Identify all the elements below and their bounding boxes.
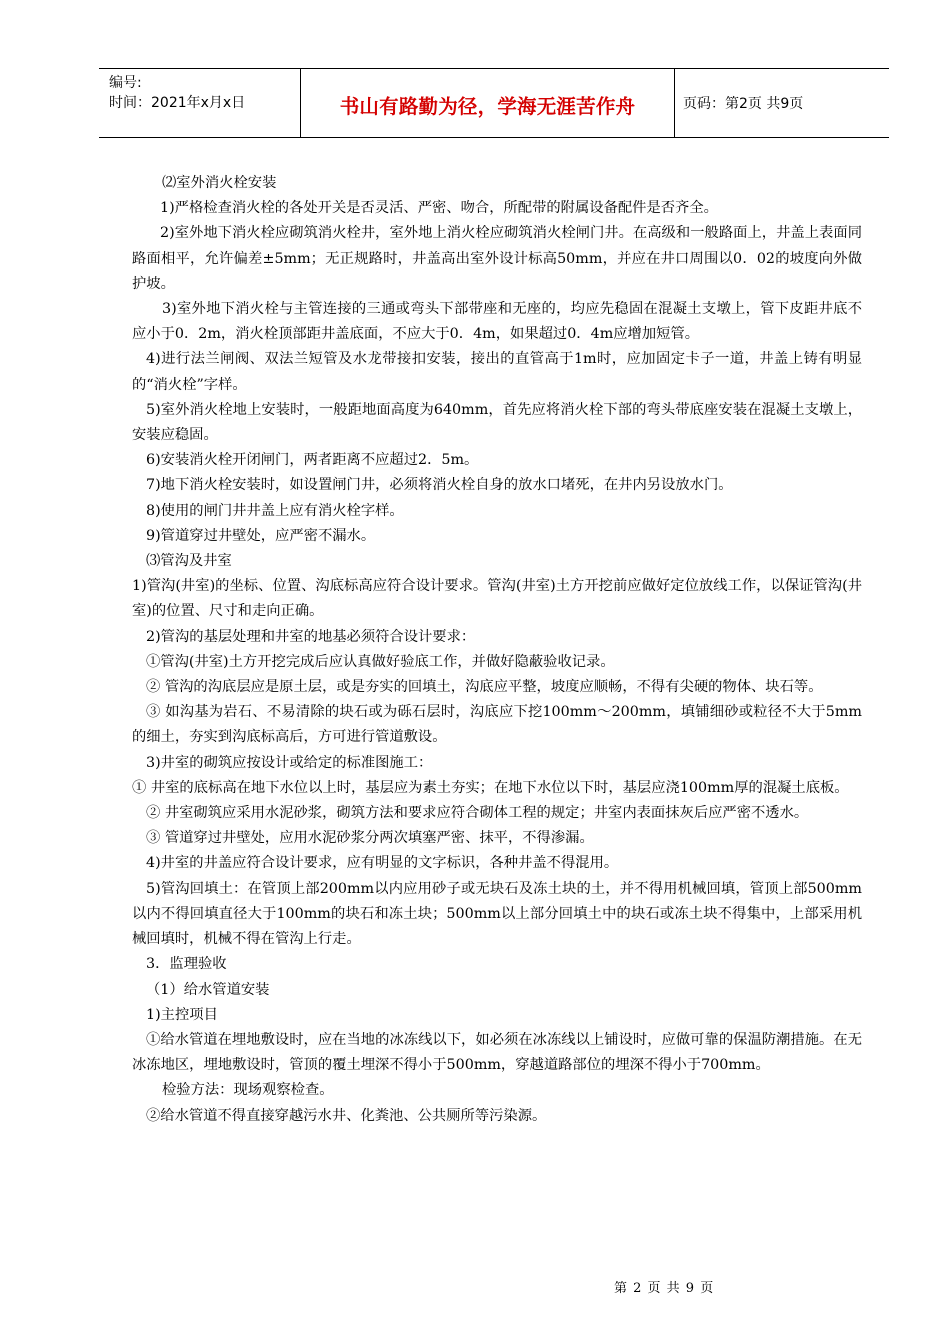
paragraph: ⑵室外消火栓安装: [162, 175, 277, 191]
header-meta: [109, 73, 299, 113]
paragraph: （1）给水管道安装: [146, 981, 270, 998]
paragraph: 4)进行法兰闸阀、双法兰短管及水龙带接扣安装，接出的直管高于1m时，应加固定卡子一道，井盖上铸有明显的“消火栓”字样。: [132, 351, 862, 393]
paragraph: 9)管道穿过井壁处，应严密不漏水。: [146, 527, 376, 544]
paragraph: ① 井室的底标高在地下水位以上时，基层应为素土夯实；在地下水位以下时，基层应浇100mm厚的混凝土底板。: [132, 779, 849, 796]
paragraph: 4)井室的井盖应符合设计要求，应有明显的文字标识，各种井盖不得混用。: [146, 855, 619, 872]
paragraph: 5)管沟回填土：在管顶上部200mm以内应用砂子或无块石及冻土块的土，并不得用机械回填，管顶上部500mm以内不得回填直径大于100mm的块石和冻土块；500mm以上部分回填土中的块石或冻土块不得集中，上部采用机械回填时，机械不得在管沟上行走。: [132, 880, 862, 948]
paragraph: ⑶管沟及井室: [146, 553, 232, 570]
paragraph: 检验方法：现场观察检查。: [162, 1082, 334, 1099]
paragraph: 1)严格检查消火栓的各处开关是否灵活、严密、吻合，所配带的附属设备配件是否齐全。: [160, 200, 718, 217]
paragraph: 1)管沟(井室)的坐标、位置、沟底标高应符合设计要求。管沟(井室)土方开挖前应做好定位放线工作，以保证管沟(井室)的位置、尺寸和走向正确。: [132, 578, 862, 620]
paragraph: ② 管沟的沟底层应是原土层，或是夯实的回填土，沟底应平整，坡度应顺畅，不得有尖硬的物体、块石等。: [146, 679, 823, 696]
paragraph: 7)地下消火栓安装时，如设置闸门井，必须将消火栓自身的放水口堵死，在井内另设放水门。: [146, 477, 733, 494]
paragraph: ①给水管道在埋地敷设时，应在当地的冰冻线以下，如必须在冰冻线以上铺设时，应做可靠的保温防潮措施。在无冰冻地区，埋地敷设时，管顶的覆土埋深不得小于500mm，穿越道路部位的埋深不得小于700mm。: [132, 1031, 862, 1074]
page-footer: 第 2 页 共 9 页: [614, 1281, 715, 1296]
paragraph: ② 井室砌筑应采用水泥砂浆，砌筑方法和要求应符合砌体工程的规定；井室内表面抹灰后应严密不透水。: [146, 805, 809, 822]
paragraph: ①管沟(井室)土方开挖完成后应认真做好验底工作，并做好隐蔽验收记录。: [146, 653, 615, 670]
paragraph: 1)主控项目: [146, 1006, 218, 1023]
paragraph: 2)管沟的基层处理和井室的地基必须符合设计要求：: [146, 628, 476, 645]
header-time-label: 时间：2021年x月x日: [109, 95, 246, 111]
paragraph: ③ 如沟基为岩石、不易清除的块石或为砾石层时，沟底应下挖100mm～200mm，填铺细砂或粒径不大于5mm的细土，夯实到沟底标高后，方可进行管道敷设。: [132, 704, 862, 746]
header-page-info: 页码：第2页 共9页: [683, 96, 804, 112]
header-code-label: 编号:: [109, 75, 142, 91]
header-motto: 书山有路勤为径，学海无涯苦作舟: [339, 95, 636, 118]
paragraph: 3)井室的砌筑应按设计或给定的标准图施工：: [146, 754, 433, 771]
document-body: [132, 171, 862, 1129]
paragraph: 2)室外地下消火栓应砌筑消火栓井，室外地上消火栓应砌筑消火栓闸门井。在高级和一般路面上，井盖上表面同路面相平，允许偏差±5mm；无正规路时，井盖高出室外设计标高50mm，并应在井口周围以0．02的坡度向外做护坡。: [132, 225, 862, 292]
paragraph: ③ 管道穿过井壁处，应用水泥砂浆分两次填塞严密、抹平，不得渗漏。: [146, 830, 594, 847]
paragraph: 5)室外消火栓地上安装时，一般距地面高度为640mm，首先应将消火栓下部的弯头带底座安装在混凝土支墩上，安装应稳固。: [132, 401, 862, 444]
paragraph: 8)使用的闸门井井盖上应有消火栓字样。: [146, 502, 404, 519]
paragraph: 3)室外地下消火栓与主管连接的三通或弯头下部带座和无座的，均应先稳固在混凝土支墩上，管下皮距井底不应小于0．2m，消火栓顶部距井盖底面，不应大于0．4m，如果超过0．4m应增加短管。: [132, 301, 862, 343]
paragraph: 6)安装消火栓开闭闸门，两者距离不应超过2．5m。: [146, 452, 479, 469]
document-header: [99, 68, 889, 138]
paragraph: ②给水管道不得直接穿越污水井、化粪池、公共厕所等污染源。: [146, 1107, 547, 1124]
header-divider-right: [674, 69, 675, 137]
paragraph: 3．监理验收: [146, 956, 227, 973]
